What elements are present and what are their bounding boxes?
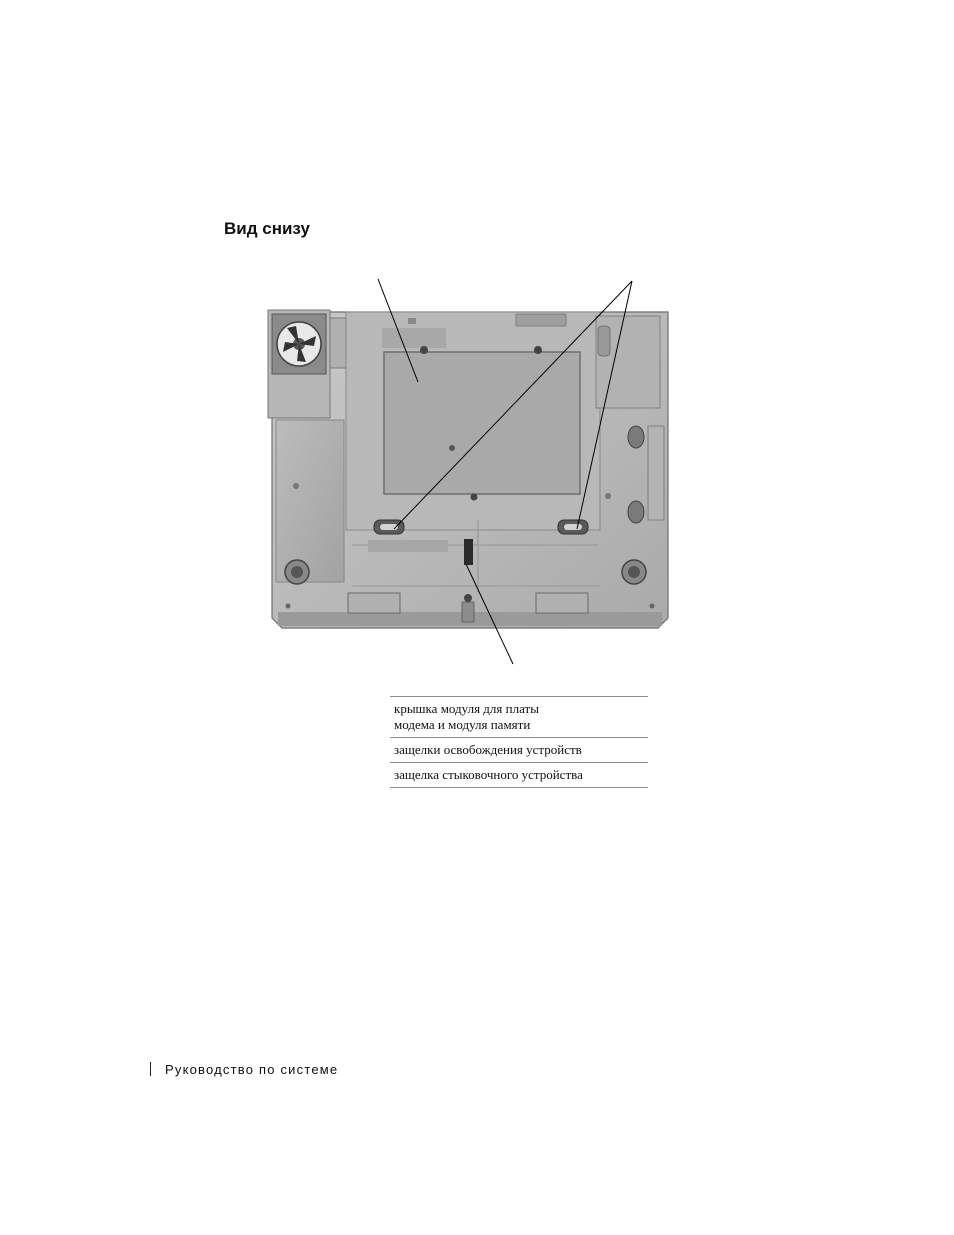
legend-text: защелки освобождения устройств xyxy=(394,742,582,757)
legend-row-memory-cover xyxy=(390,697,648,738)
footer-text: Руководство по системе xyxy=(165,1062,339,1077)
legend-text: крышка модуля для платы xyxy=(394,701,539,716)
legend-row-docking-latch xyxy=(390,763,648,788)
legend-row-device-release-latches xyxy=(390,738,648,763)
legend-text: защелка стыковочного устройства xyxy=(394,767,583,782)
legend-table xyxy=(390,696,648,788)
legend-text: модема и модуля памяти xyxy=(394,717,531,732)
footer-divider xyxy=(150,1062,151,1076)
section-title: Вид снизу xyxy=(224,219,310,238)
page-footer xyxy=(150,1062,338,1077)
